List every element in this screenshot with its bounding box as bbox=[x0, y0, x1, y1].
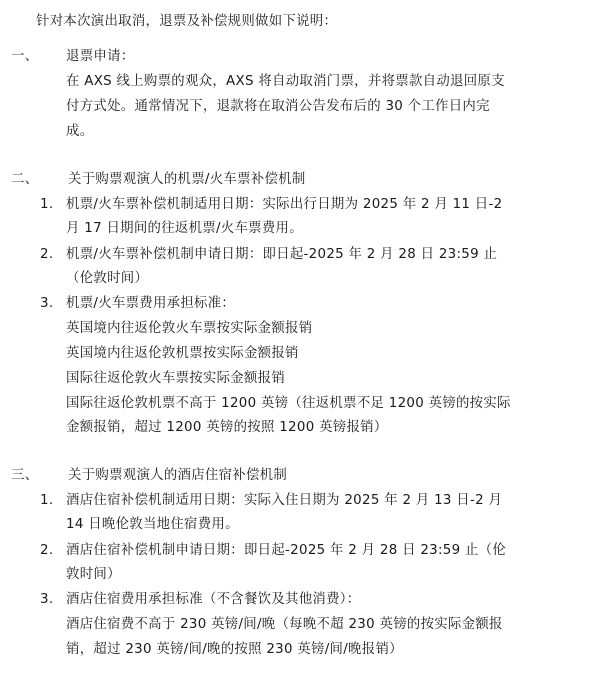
section-2-item-3-line: 国际往返伦敦机票不高于 1200 英镑（往返机票不足 1200 英镑的按实际 bbox=[66, 396, 511, 411]
section-1-body-line: 在 AXS 线上购票的观众，AXS 将自动取消门票，并将票款自动退回原支 bbox=[66, 74, 505, 89]
section-3-item-1-line: 14 日晚伦敦当地住宿费用。 bbox=[66, 517, 239, 532]
section-3-item-3-line: 销，超过 230 英镑/间/晚的按照 230 英镑/间/晚报销） bbox=[66, 642, 403, 657]
section-1-marker: 一、 bbox=[11, 49, 39, 64]
section-1-title: 退票申请： bbox=[66, 49, 135, 64]
section-3-item-1-number: 1. bbox=[40, 493, 54, 508]
section-2-item-3-line: 金额报销，超过 1200 英镑的按照 1200 英镑报销） bbox=[66, 420, 388, 435]
section-2-item-3-line: 英国境内往返伦敦火车票按实际金额报销 bbox=[66, 321, 313, 336]
section-3-item-3-line: 酒店住宿费用承担标准（不含餐饮及其他消费）： bbox=[66, 592, 361, 607]
section-2-item-2-line: 机票/火车票补偿机制申请日期：即日起-2025 年 2 月 28 日 23:59 止 bbox=[66, 247, 498, 262]
section-2-item-2-number: 2. bbox=[40, 247, 54, 262]
section-2-title: 关于购票观演人的机票/火车票补偿机制 bbox=[68, 172, 306, 187]
section-3-marker: 三、 bbox=[11, 468, 39, 483]
section-2-marker: 二、 bbox=[11, 172, 39, 187]
section-3-item-2-line: 敦时间） bbox=[66, 567, 121, 582]
intro-text: 针对本次演出取消，退票及补偿规则做如下说明： bbox=[36, 14, 338, 29]
section-2-item-3-line: 英国境内往返伦敦机票按实际金额报销 bbox=[66, 346, 299, 361]
section-3-item-3-line: 酒店住宿费不高于 230 英镑/间/晚（每晚不超 230 英镑的按实际金额报 bbox=[66, 617, 503, 632]
section-3-item-3-number: 3. bbox=[40, 592, 54, 607]
section-2-item-1-line: 机票/火车票补偿机制适用日期：实际出行日期为 2025 年 2 月 11 日-2 bbox=[66, 197, 503, 212]
section-3-item-1-line: 酒店住宿补偿机制适用日期：实际入住日期为 2025 年 2 月 13 日-2 月 bbox=[66, 493, 503, 508]
section-3-item-2-number: 2. bbox=[40, 543, 54, 558]
section-1-body-line: 付方式处。通常情况下，退款将在取消公告发布后的 30 个工作日内完 bbox=[66, 99, 490, 114]
section-3-item-2-line: 酒店住宿补偿机制申请日期：即日起-2025 年 2 月 28 日 23:59 止（伦 bbox=[66, 543, 507, 558]
section-2-item-3-line: 国际往返伦敦火车票按实际金额报销 bbox=[66, 371, 286, 386]
section-2-item-3-line: 机票/火车票费用承担标准： bbox=[66, 296, 236, 311]
section-3-title: 关于购票观演人的酒店住宿补偿机制 bbox=[68, 468, 288, 483]
section-2-item-2-line: （伦敦时间） bbox=[66, 271, 149, 286]
section-2-item-3-number: 3. bbox=[40, 296, 54, 311]
section-2-item-1-number: 1. bbox=[40, 197, 54, 212]
section-1-body-line: 成。 bbox=[66, 124, 94, 139]
section-2-item-1-line: 月 17 日期间的往返机票/火车票费用。 bbox=[66, 221, 303, 236]
